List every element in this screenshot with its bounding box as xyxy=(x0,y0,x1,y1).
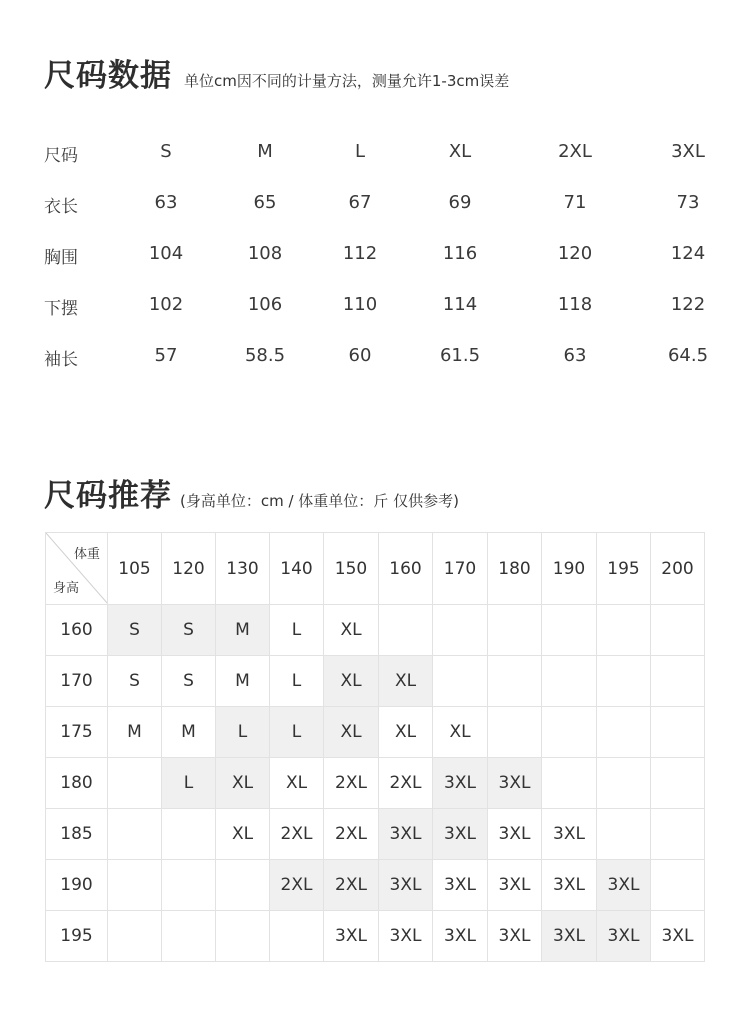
weight-header-cell: 180 xyxy=(488,533,542,605)
size-recommend-cell: 3XL xyxy=(488,758,542,809)
size-recommend-cell xyxy=(651,860,705,911)
size-recommend-cell xyxy=(488,656,542,707)
weight-header-cell: 195 xyxy=(597,533,651,605)
size-recommend-cell: 2XL xyxy=(324,860,379,911)
size-recommend-cell xyxy=(162,809,216,860)
size-recommend-cell xyxy=(216,860,270,911)
size-recommend-cell: 3XL xyxy=(488,911,542,962)
size-row-value: 57 xyxy=(154,345,178,366)
size-row xyxy=(0,281,750,332)
height-row xyxy=(46,860,705,911)
size-row-value: 65 xyxy=(253,192,277,213)
size-row xyxy=(0,128,750,179)
size-recommend-cell xyxy=(488,707,542,758)
size-recommend-cell: L xyxy=(270,656,324,707)
size-recommend-cell: 3XL xyxy=(542,809,597,860)
size-recommend-cell: 3XL xyxy=(542,860,597,911)
size-recommend-cell: XL xyxy=(433,707,488,758)
height-row xyxy=(46,809,705,860)
size-row-value: 61.5 xyxy=(439,345,481,366)
size-recommend-cell: 3XL xyxy=(379,860,433,911)
size-recommend-cell: 3XL xyxy=(433,911,488,962)
weight-header-row xyxy=(46,533,705,605)
size-recommend-cell: M xyxy=(162,707,216,758)
size-row-value: 58.5 xyxy=(244,345,286,366)
size-recommend-cell: M xyxy=(108,707,162,758)
size-recommend-title: 尺码推荐 xyxy=(44,478,172,514)
size-recommend-cell xyxy=(433,605,488,656)
corner-weight-label: 体重 xyxy=(73,547,100,562)
size-recommend-cell: S xyxy=(162,605,216,656)
size-recommend-cell: 3XL xyxy=(597,911,651,962)
size-row-value: 64.5 xyxy=(667,345,709,366)
weight-header-cell: 160 xyxy=(379,533,433,605)
size-row-value: 102 xyxy=(148,294,184,315)
size-row-label: 胸围 xyxy=(44,248,78,268)
height-label-cell: 180 xyxy=(46,758,108,809)
size-row-value: 118 xyxy=(557,294,593,315)
size-data-title: 尺码数据 xyxy=(44,58,172,94)
size-row-value: 60 xyxy=(348,345,372,366)
size-recommend-cell xyxy=(597,809,651,860)
size-recommend-cell: L xyxy=(216,707,270,758)
size-row-value: 63 xyxy=(154,192,178,213)
size-recommend-cell: 3XL xyxy=(651,911,705,962)
size-row-value: 71 xyxy=(563,192,587,213)
size-recommend-cell: S xyxy=(108,656,162,707)
size-recommend-cell xyxy=(651,605,705,656)
size-row-value: 108 xyxy=(247,243,283,264)
size-recommend-cell: 3XL xyxy=(488,860,542,911)
size-row xyxy=(0,230,750,281)
height-row xyxy=(46,758,705,809)
size-row-value: 67 xyxy=(348,192,372,213)
size-row-value: 2XL xyxy=(558,141,592,162)
size-recommend-cell: XL xyxy=(324,605,379,656)
size-recommend-cell: 3XL xyxy=(433,809,488,860)
height-label-cell: 190 xyxy=(46,860,108,911)
height-row xyxy=(46,707,705,758)
size-recommend-cell: 3XL xyxy=(379,911,433,962)
size-row-label: 衣长 xyxy=(44,197,78,217)
size-recommend-cell xyxy=(108,911,162,962)
size-recommend-cell: 2XL xyxy=(324,758,379,809)
size-row-value: 104 xyxy=(148,243,184,264)
size-recommend-cell: M xyxy=(216,656,270,707)
size-recommend-cell xyxy=(108,809,162,860)
size-recommend-cell xyxy=(542,707,597,758)
size-data-header xyxy=(44,50,509,95)
size-row-label: 尺码 xyxy=(44,146,78,166)
size-recommend-header xyxy=(44,470,459,515)
size-row-value: 122 xyxy=(670,294,706,315)
size-recommend-cell: 2XL xyxy=(270,809,324,860)
height-label-cell: 175 xyxy=(46,707,108,758)
size-row-value: 63 xyxy=(563,345,587,366)
size-row xyxy=(0,332,750,383)
size-recommend-cell xyxy=(651,809,705,860)
size-recommend-cell xyxy=(597,605,651,656)
size-row-value: 120 xyxy=(557,243,593,264)
size-row-value: 110 xyxy=(342,294,378,315)
size-recommend-cell: XL xyxy=(324,707,379,758)
weight-header-cell: 170 xyxy=(433,533,488,605)
size-recommend-cell: XL xyxy=(379,707,433,758)
size-row-label: 下摆 xyxy=(44,299,78,319)
size-row-value: 124 xyxy=(670,243,706,264)
size-data-table xyxy=(0,128,750,383)
size-row-value: 106 xyxy=(247,294,283,315)
size-recommend-cell xyxy=(597,656,651,707)
size-recommend-cell: 3XL xyxy=(488,809,542,860)
height-label-cell: 160 xyxy=(46,605,108,656)
size-row-value: 114 xyxy=(442,294,478,315)
size-row-value: M xyxy=(257,141,273,162)
size-row-value: 112 xyxy=(342,243,378,264)
size-recommend-cell: L xyxy=(270,605,324,656)
size-recommend-cell: S xyxy=(162,656,216,707)
size-data-note: 单位cm因不同的计量方法，测量允许1-3cm误差 xyxy=(184,72,510,90)
size-row-value: 116 xyxy=(442,243,478,264)
size-recommend-cell: XL xyxy=(270,758,324,809)
size-recommend-cell: XL xyxy=(216,758,270,809)
size-row xyxy=(0,179,750,230)
size-recommend-cell xyxy=(651,707,705,758)
size-recommend-cell xyxy=(270,911,324,962)
size-recommend-cell: XL xyxy=(379,656,433,707)
size-row-value: XL xyxy=(448,141,472,162)
height-row xyxy=(46,911,705,962)
size-recommend-cell: L xyxy=(270,707,324,758)
size-row-value: 69 xyxy=(448,192,472,213)
weight-header-cell: 150 xyxy=(324,533,379,605)
weight-header-cell: 200 xyxy=(651,533,705,605)
size-recommend-cell: S xyxy=(108,605,162,656)
height-label-cell: 195 xyxy=(46,911,108,962)
size-recommend-cell xyxy=(542,758,597,809)
size-recommend-cell: 3XL xyxy=(597,860,651,911)
size-recommend-cell xyxy=(597,707,651,758)
size-recommend-cell xyxy=(433,656,488,707)
size-row-label: 袖长 xyxy=(44,350,78,370)
size-recommend-cell xyxy=(651,758,705,809)
size-recommend-cell xyxy=(597,758,651,809)
size-recommend-cell: 3XL xyxy=(379,809,433,860)
size-recommend-cell xyxy=(542,605,597,656)
size-row-value: 3XL xyxy=(671,141,705,162)
size-recommend-note: (身高单位：cm / 体重单位：斤 仅供参考) xyxy=(180,492,459,510)
size-recommend-cell: 3XL xyxy=(433,860,488,911)
size-recommend-cell xyxy=(162,911,216,962)
weight-header-cell: 190 xyxy=(542,533,597,605)
size-row-value: S xyxy=(160,141,172,162)
size-recommend-cell xyxy=(488,605,542,656)
size-recommend-cell: 3XL xyxy=(433,758,488,809)
size-row-value: 73 xyxy=(676,192,700,213)
size-recommend-cell xyxy=(379,605,433,656)
size-recommend-cell xyxy=(162,860,216,911)
size-recommend-table xyxy=(45,532,705,962)
size-recommend-cell: 3XL xyxy=(542,911,597,962)
size-recommend-cell: 2XL xyxy=(270,860,324,911)
weight-header-cell: 140 xyxy=(270,533,324,605)
size-recommend-cell: M xyxy=(216,605,270,656)
height-label-cell: 185 xyxy=(46,809,108,860)
weight-header-cell: 120 xyxy=(162,533,216,605)
size-recommend-cell: XL xyxy=(216,809,270,860)
size-row-value: L xyxy=(354,141,366,162)
size-recommend-cell xyxy=(542,656,597,707)
weight-header-cell: 130 xyxy=(216,533,270,605)
size-recommend-cell: L xyxy=(162,758,216,809)
corner-height-label: 身高 xyxy=(53,581,80,596)
size-recommend-cell xyxy=(216,911,270,962)
size-recommend-cell: 3XL xyxy=(324,911,379,962)
height-row xyxy=(46,605,705,656)
size-recommend-cell: XL xyxy=(324,656,379,707)
weight-header-cell: 105 xyxy=(108,533,162,605)
size-recommend-cell: 2XL xyxy=(379,758,433,809)
size-recommend-cell: 2XL xyxy=(324,809,379,860)
corner-header-cell xyxy=(46,533,108,605)
size-recommend-cell xyxy=(108,860,162,911)
height-label-cell: 170 xyxy=(46,656,108,707)
size-recommend-cell xyxy=(108,758,162,809)
height-row xyxy=(46,656,705,707)
size-recommend-cell xyxy=(651,656,705,707)
